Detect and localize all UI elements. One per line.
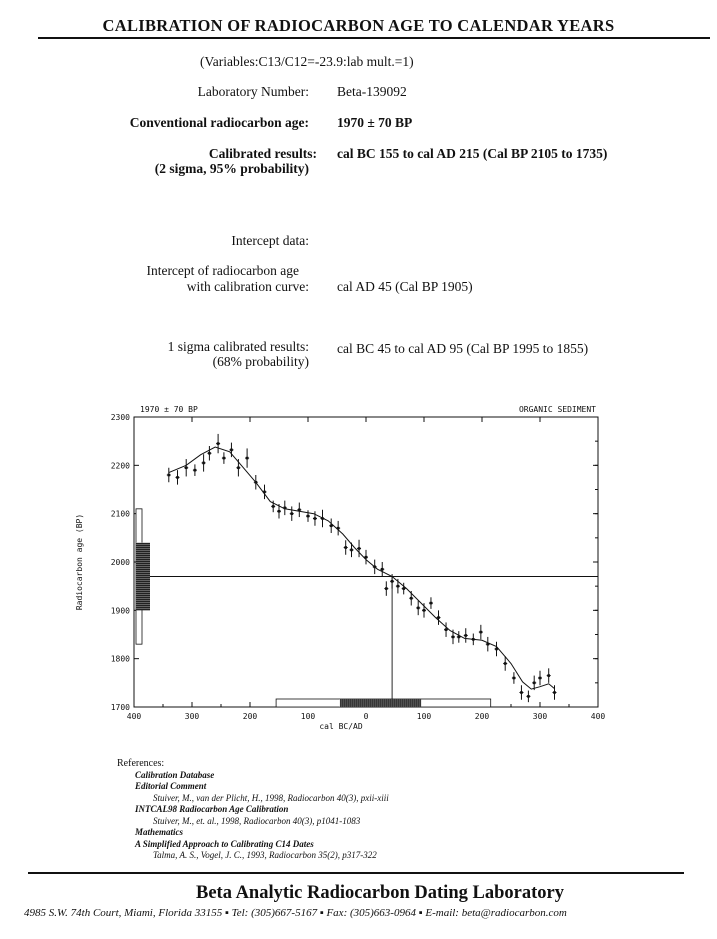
x-tick-label: 100 (300, 712, 316, 721)
data-point (272, 505, 275, 508)
lab-name: Beta Analytic Radiocarbon Dating Laboratory (196, 883, 564, 903)
data-point (176, 476, 179, 479)
x-axis-title: cal BC/AD (319, 722, 363, 731)
data-point (553, 691, 556, 694)
ref-talma-vogel: Talma, A. S., Vogel, J. C., 1993, Radiocarbon 35(2), p317-322 (153, 850, 377, 860)
ref-intcal98: INTCAL98 Radiocarbon Age Calibration (135, 804, 289, 814)
data-point (495, 648, 498, 651)
data-point (480, 631, 483, 634)
page-title: CALIBRATION OF RADIOCARBON AGE TO CALENDAR YEARS (102, 16, 615, 35)
data-point (464, 634, 467, 637)
data-point (513, 677, 516, 680)
y-tick-label: 1800 (110, 654, 130, 664)
calibration-chart (70, 400, 615, 745)
data-point (337, 527, 340, 530)
lab-number-value: Beta-139092 (337, 84, 407, 99)
intercept-label-line2: with calibration curve: (186, 279, 309, 294)
data-point (290, 512, 293, 515)
x-tick-label: 300 (532, 712, 548, 721)
ref-stuiver-1998a: Stuiver, M., van der Plicht, H., 1998, Radiocarbon 40(3), pxii-xiii (153, 792, 389, 803)
data-point (202, 462, 205, 465)
data-point (350, 549, 353, 552)
y-tick-label: 1700 (110, 703, 130, 712)
footer-rule (28, 872, 684, 874)
x-tick-label: 200 (474, 712, 490, 721)
references-heading: References: (117, 758, 165, 769)
data-point (547, 674, 550, 677)
age-1sigma-box (136, 543, 150, 611)
ref-calibration-database: Calibration Database (135, 769, 215, 780)
one-sigma-sublabel: (68% probability) (212, 354, 309, 369)
ref-editorial-comment: Editorial Comment (135, 781, 207, 791)
data-point (330, 524, 333, 527)
ref-mathematics: Mathematics (135, 827, 184, 837)
data-point (246, 457, 249, 460)
chart-title-right: ORGANIC SEDIMENT (518, 405, 596, 414)
data-point (458, 636, 461, 639)
x-tick-label: 300 (184, 712, 200, 721)
references (117, 758, 389, 862)
data-point (230, 449, 233, 452)
data-point (381, 568, 384, 571)
data-point (452, 636, 455, 639)
intercept-value: cal AD 45 (Cal BP 1905) (337, 279, 473, 294)
data-point (185, 466, 188, 469)
data-point (410, 597, 413, 600)
data-point (223, 457, 226, 460)
ref-simplified-approach: A Simplified Approach to Calibrating C14 Dates (135, 838, 314, 849)
data-point (527, 695, 530, 698)
data-point (365, 556, 368, 559)
y-tick-label: 2300 (110, 413, 130, 422)
data-point (298, 509, 301, 512)
x-tick-label: 100 (416, 712, 432, 721)
one-sigma-value: cal BC 45 to cal AD 95 (Cal BP 1995 to 1855) (337, 341, 589, 356)
data-point (445, 628, 448, 631)
data-point (358, 547, 361, 550)
data-point (168, 474, 171, 477)
data-point (263, 491, 266, 494)
data-point (539, 677, 542, 680)
data-point (437, 616, 440, 619)
y-axis-title: Radiocarbon age (BP) (75, 513, 84, 611)
title-rule (38, 37, 710, 39)
variables-text: (Variables:C13/C12=-23.9:lab mult.=1) (200, 54, 414, 69)
calibrated-results-value: cal BC 155 to cal AD 215 (Cal BP 2105 to 1735) (337, 146, 608, 161)
data-point (391, 580, 394, 583)
conventional-age-label: Conventional radiocarbon age: (129, 115, 309, 130)
data-point (321, 517, 324, 520)
y-tick-label: 2000 (110, 558, 130, 567)
data-point (373, 566, 376, 569)
ref-stuiver-1998b: Stuiver, M., et. al., 1998, Radiocarbon 40(3), p1041-1083 (153, 815, 361, 826)
x-tick-label: 400 (590, 712, 606, 721)
lab-number-label: Laboratory Number: (197, 84, 309, 99)
intercept-data-label: Intercept data: (231, 233, 309, 248)
one-sigma-label: 1 sigma calibrated results: (167, 339, 309, 354)
data-point (385, 587, 388, 590)
data-point (472, 638, 475, 641)
x-tick-label: 0 (363, 712, 369, 721)
calibrated-results-label: Calibrated results: (208, 146, 317, 161)
data-point (487, 643, 490, 646)
data-point (278, 510, 281, 513)
data-point (217, 442, 220, 445)
data-point (194, 469, 197, 472)
data-point (423, 609, 426, 612)
cal-1sigma-box (340, 699, 421, 707)
data-point (417, 607, 420, 610)
data-point (430, 602, 433, 605)
data-point (255, 481, 258, 484)
data-point (533, 682, 536, 685)
chart-title-left: 1970 ± 70 BP (140, 405, 198, 414)
data-point (402, 587, 405, 590)
data-point (520, 691, 523, 694)
x-tick-label: 200 (242, 712, 258, 721)
y-tick-label: 2200 (110, 461, 130, 471)
data-point (208, 452, 211, 455)
y-tick-label: 1900 (110, 606, 130, 616)
data-point (314, 517, 317, 520)
conventional-age-value: 1970 ± 70 BP (337, 115, 413, 130)
data-point (307, 515, 310, 518)
data-point (237, 466, 240, 469)
data-point (284, 507, 287, 510)
x-tick-label: 400 (126, 712, 142, 721)
lab-address: 4985 S.W. 74th Court, Miami, Florida 33155 ▪ Tel: (305)667-5167 ▪ Fax: (305)663-0964 ▪ E-mail: beta@radiocarbon.com (24, 907, 567, 919)
data-point (504, 662, 507, 665)
data-point (344, 546, 347, 549)
y-tick-label: 2100 (110, 509, 130, 519)
data-point (397, 585, 400, 588)
intercept-label-line1: Intercept of radiocarbon age (146, 263, 299, 278)
calibrated-results-sublabel: (2 sigma, 95% probability) (154, 161, 309, 176)
